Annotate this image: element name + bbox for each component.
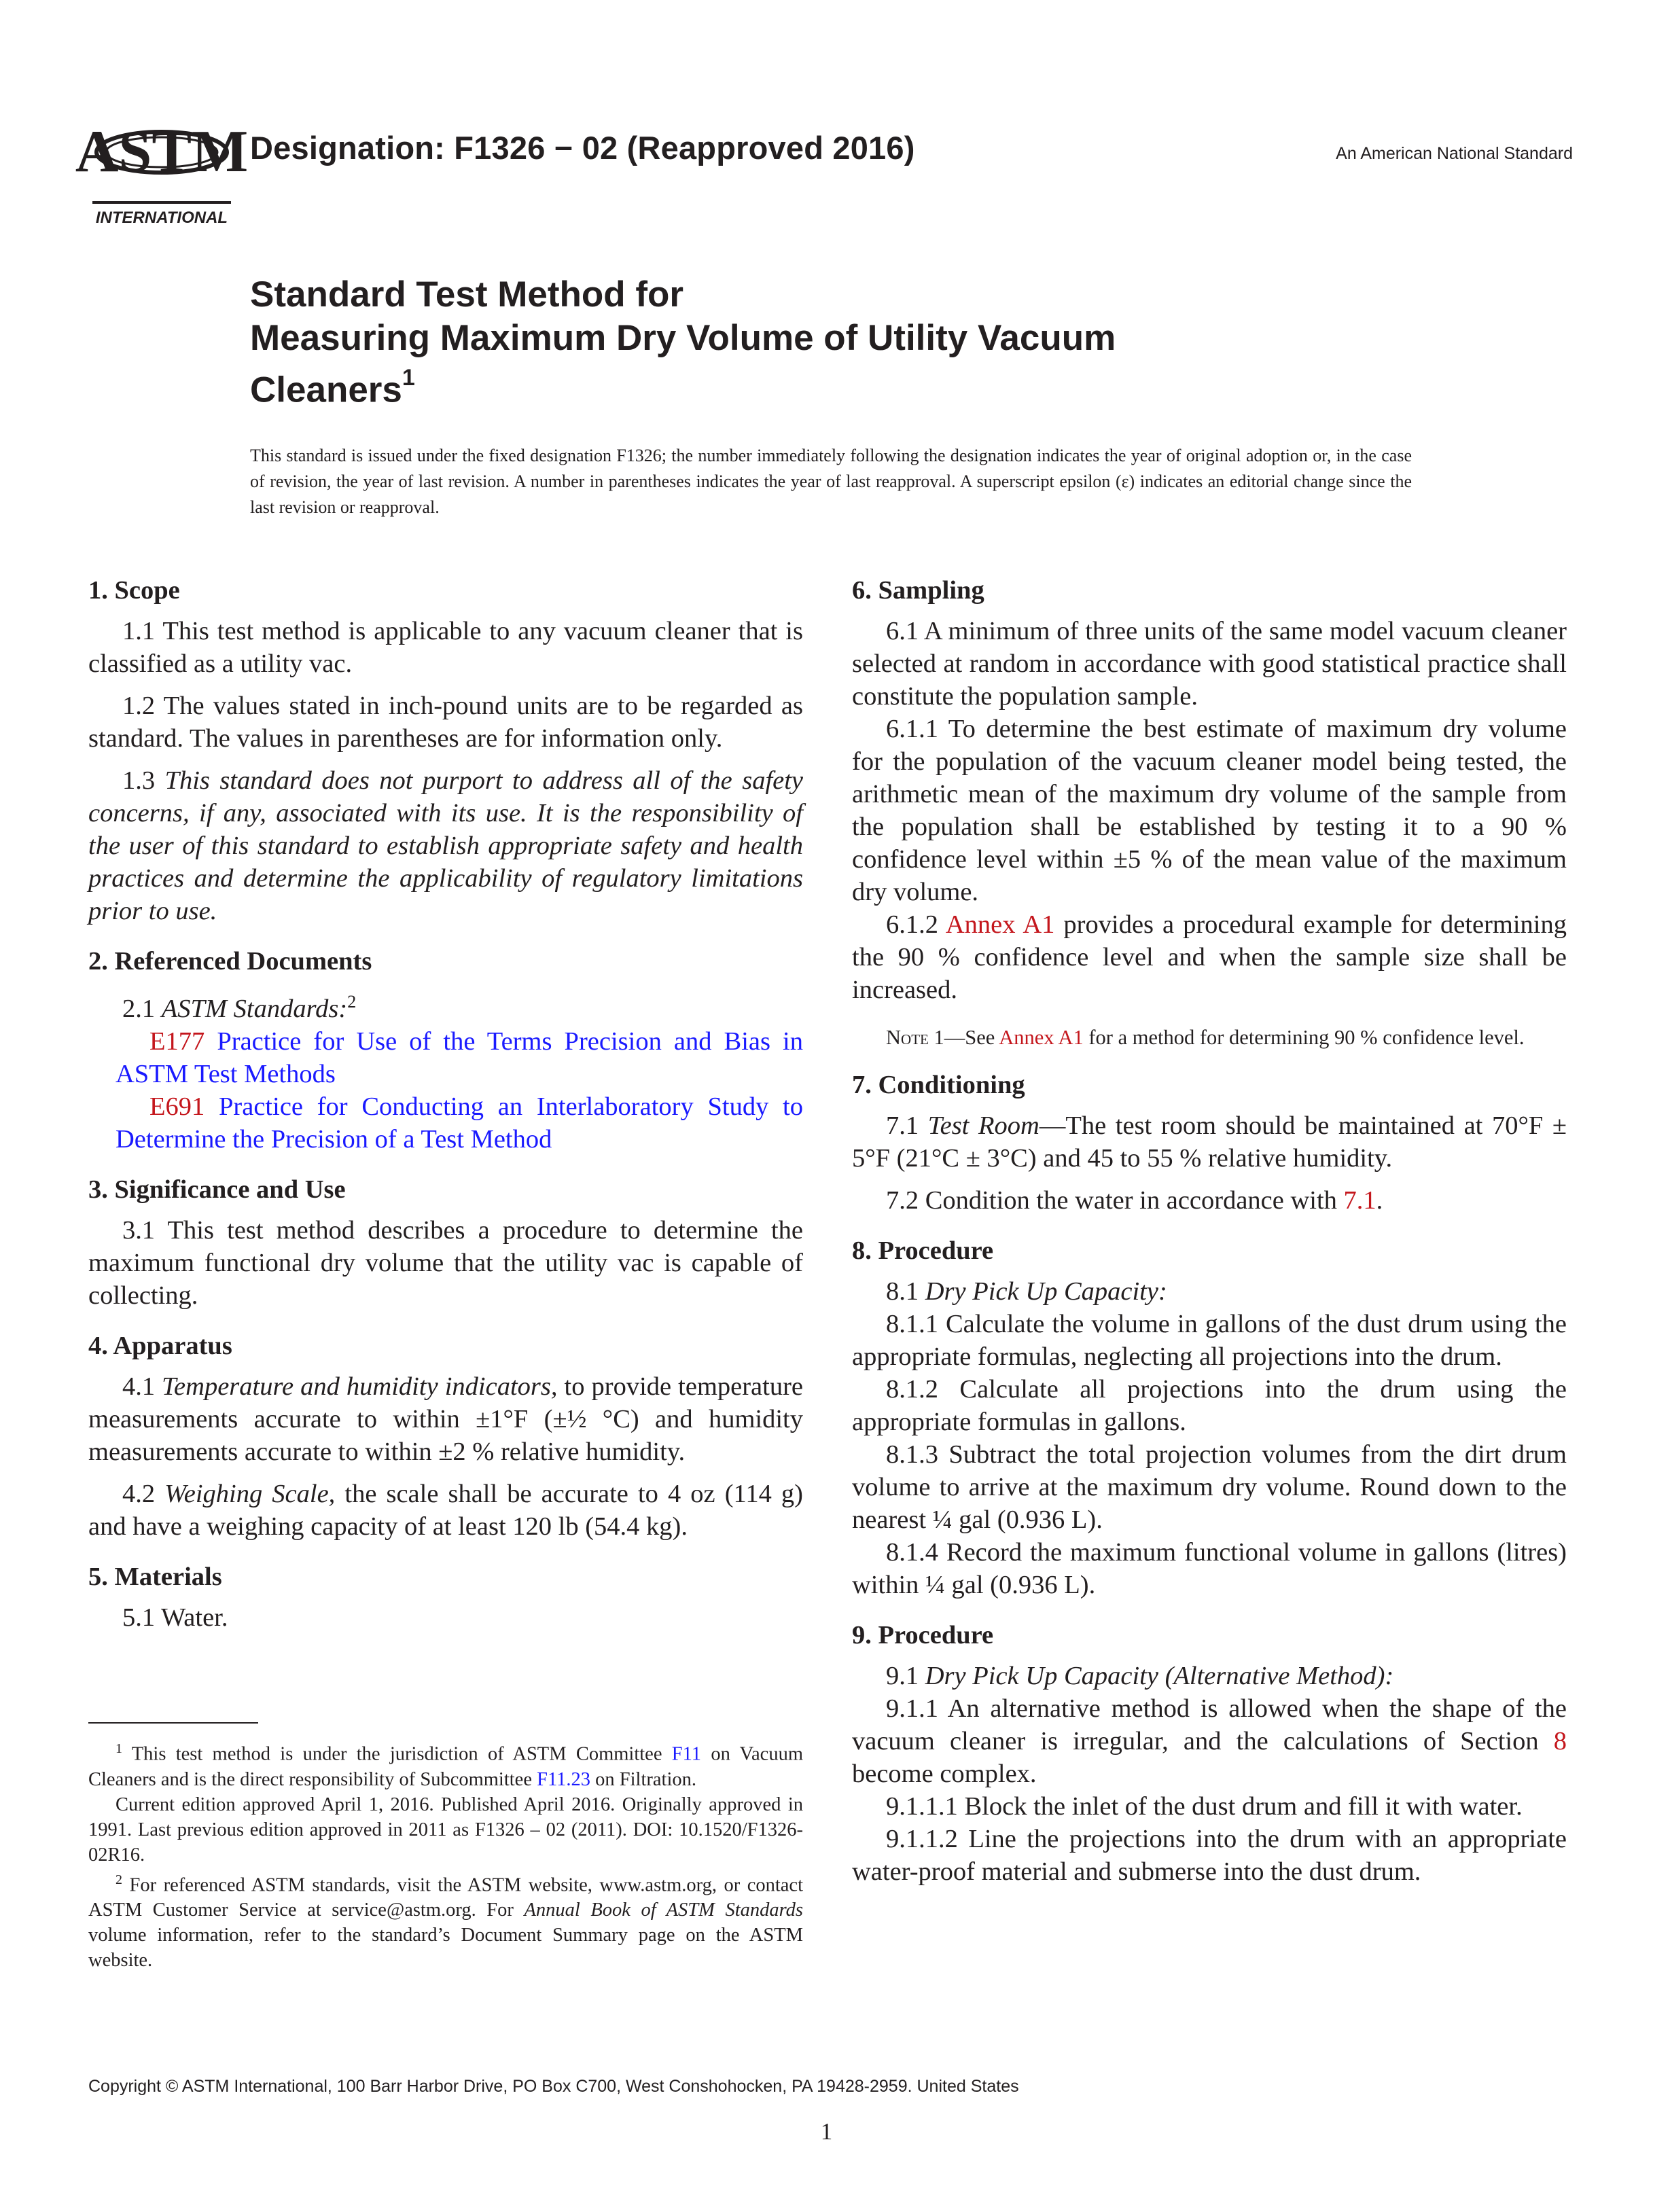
paragraph-1-3 <box>88 764 803 927</box>
paragraph-6-1-1: 6.1.1 To determine the best estimate of maximum dry volume for the population of the vacuum cleaner model being tested, the arithmetic mean of the maximum dry volume of the sample from the population shall be established by testing it to a 90 % confidence level within ±5 % of the mean value of the maximum dry volume. <box>852 715 1567 906</box>
title-line-2: Measuring Maximum Dry Volume of Utility Vacuum <box>250 318 1116 358</box>
note-text: for a method for determining 90 % confidence level. <box>1083 1026 1525 1049</box>
reference-e691 <box>88 1090 803 1156</box>
paragraph-4-1-number: 4.1 <box>122 1372 162 1401</box>
footnote-1-mark: 1 <box>115 1741 122 1756</box>
paragraph-7-1-text: —The test room should be maintained at 70°F ± 5°F (21°C ± 3°C) and 45 to 55 % relative humidity. <box>852 1111 1567 1173</box>
paragraph-4-1-term: Temperature and humidity indicators, <box>162 1372 558 1401</box>
paragraph-7-1-term: Test Room <box>927 1111 1039 1140</box>
paragraph-8-1-3: 8.1.3 Subtract the total projection volumes from the dirt drum volume to arrive at the maximum dry volume. Round down to the nearest ¼ gal (0.936 L). <box>852 1440 1567 1534</box>
footnote-divider <box>88 1722 258 1724</box>
section-1-heading: 1. Scope <box>88 576 180 605</box>
reference-e177-title-link[interactable]: Practice for Use of the Terms Precision and Bias in ASTM Test Methods <box>115 1027 803 1088</box>
section-3-heading: 3. Significance and Use <box>88 1175 346 1204</box>
section-2-heading: 2. Referenced Documents <box>88 947 372 976</box>
logo-international-text: INTERNATIONAL <box>95 209 228 227</box>
paragraph-9-1-1-text: 9.1.1 An alternative method is allowed when the shape of the vacuum cleaner is irregular, and the calculations of Section <box>852 1694 1567 1755</box>
title-line-3 <box>250 360 1116 412</box>
paragraph-6-1-2-text: provides a procedural example for determining the 90 % confidence level and when the sample size shall be increased. <box>852 910 1567 1004</box>
paragraph-8-1-1: 8.1.1 Calculate the volume in gallons of the dust drum using the appropriate formulas, neglecting all projections into the drum. <box>852 1310 1567 1371</box>
national-standard-label: An American National Standard <box>1336 144 1573 163</box>
paragraph-9-1-number: 9.1 <box>886 1662 925 1690</box>
section-9-heading: 9. Procedure <box>852 1621 994 1649</box>
note-label: Note <box>886 1026 929 1049</box>
note-number: 1—See <box>928 1026 999 1049</box>
paragraph-4-1-text: to provide temperature measurements accurate to within ±1°F (±½ °C) and humidity measurements accurate to within ±2 % relative humidity. <box>88 1372 803 1466</box>
paragraph-8-1-2: 8.1.2 Calculate all projections into the drum using the appropriate formulas in gallons. <box>852 1375 1567 1436</box>
paragraph-7-2-end: . <box>1376 1186 1383 1215</box>
paragraph-9-1-1-2: 9.1.1.2 Line the projections into the drum with an appropriate water-proof material and submerse into the dust drum. <box>852 1825 1567 1886</box>
reference-e177-code-link[interactable]: E177 <box>149 1027 205 1056</box>
footnote-1-text-c: on Filtration. <box>590 1768 696 1790</box>
footnote-1 <box>88 1736 803 1792</box>
astm-logo-graphic <box>75 109 249 228</box>
section-8-heading: 8. Procedure <box>852 1236 994 1265</box>
paragraph-1-2: 1.2 The values stated in inch-pound units are to be regarded as standard. The values in parentheses are for information only. <box>88 692 803 753</box>
reference-e691-code-link[interactable]: E691 <box>149 1092 205 1121</box>
paragraph-2-1 <box>88 986 803 1025</box>
footnote-2 <box>88 1868 803 1974</box>
paragraph-4-2-text: the scale shall be accurate to 4 oz (114 g) and have a weighing capacity of at least 120 lb (54.4 kg). <box>88 1479 803 1541</box>
paragraph-7-1-number: 7.1 <box>886 1111 928 1140</box>
paragraph-8-1-term: Dry Pick Up Capacity: <box>925 1277 1167 1306</box>
footnote-mark-2: 2 <box>347 992 357 1012</box>
annex-a1-link[interactable]: Annex A1 <box>945 910 1055 939</box>
title-line-1: Standard Test Method for <box>250 274 683 315</box>
left-column <box>88 574 803 1634</box>
note-1 <box>852 1024 1567 1051</box>
note-annex-a1-link[interactable]: Annex A1 <box>999 1026 1084 1049</box>
title-footnote-mark: 1 <box>402 365 415 391</box>
logo-letters: ASTM <box>75 119 249 185</box>
section-4-heading: 4. Apparatus <box>88 1331 232 1360</box>
paragraph-4-2-number: 4.2 <box>122 1479 165 1508</box>
footnote-2-mark: 2 <box>115 1872 122 1887</box>
paragraph-2-1-number: 2.1 <box>122 994 162 1023</box>
paragraph-4-1 <box>88 1370 803 1468</box>
section-7-heading: 7. Conditioning <box>852 1071 1025 1099</box>
astm-logo <box>75 109 249 228</box>
paragraph-9-1 <box>852 1660 1567 1692</box>
paragraph-7-2 <box>852 1184 1567 1217</box>
paragraph-8-1-number: 8.1 <box>886 1277 925 1306</box>
page-number: 1 <box>820 2118 833 2145</box>
paragraph-8-1 <box>852 1275 1567 1308</box>
title-line-3-text: Cleaners <box>250 370 402 410</box>
footnote-1-text-a: This test method is under the jurisdiction of ASTM Committee <box>122 1743 672 1765</box>
document-title <box>250 273 1116 412</box>
footnote-2-text-b: volume information, refer to the standard’s Document Summary page on the ASTM website. <box>88 1925 803 1971</box>
subcommittee-f11-23-link[interactable]: F11.23 <box>537 1768 591 1790</box>
paragraph-4-2-term: Weighing Scale, <box>164 1479 336 1508</box>
paragraph-6-1-2-number: 6.1.2 <box>886 910 946 939</box>
section-6-heading: 6. Sampling <box>852 576 984 605</box>
section-8-link[interactable]: 8 <box>1553 1727 1567 1755</box>
paragraph-8-1-4: 8.1.4 Record the maximum functional volume in gallons (litres) within ¼ gal (0.936 L). <box>852 1538 1567 1599</box>
paragraph-7-1 <box>852 1109 1567 1175</box>
paragraph-9-1-1 <box>852 1692 1567 1790</box>
paragraph-1-3-text: This standard does not purport to address all of the safety concerns, if any, associated with its use. It is the responsibility of the user of this standard to establish appropriate safety and health practices and determine the applicability of regulatory limitations prior to use. <box>88 766 804 925</box>
section-5-heading: 5. Materials <box>88 1562 222 1591</box>
paragraph-9-1-1-1: 9.1.1.1 Block the inlet of the dust drum and fill it with water. <box>886 1792 1523 1821</box>
paragraph-6-1: 6.1 A minimum of three units of the same model vacuum cleaner selected at random in accordance with good statistical practice shall constitute the population sample. <box>852 617 1567 711</box>
astm-standards-label: ASTM Standards: <box>161 994 348 1023</box>
paragraph-7-2-text: 7.2 Condition the water in accordance with <box>886 1186 1344 1215</box>
paragraph-3-1: 3.1 This test method describes a procedure to determine the maximum functional dry volume that the utility vac is capable of collecting. <box>88 1215 803 1310</box>
right-column <box>852 574 1567 1888</box>
footnote-1-edition: Current edition approved April 1, 2016. Published April 2016. Originally approved in 1991. Last previous edition approved in 2011 as F1326 – 02 (2011). DOI: 10.1520/F1326-02R16. <box>88 1794 803 1866</box>
paragraph-4-2 <box>88 1478 803 1543</box>
committee-f11-link[interactable]: F11 <box>671 1743 702 1765</box>
footnote-1-text-b: on Vacuum Cleaners and is the direct responsibility of Subcommittee <box>88 1743 803 1790</box>
paragraph-1-1: 1.1 This test method is applicable to any vacuum cleaner that is classified as a utility vac. <box>88 617 803 678</box>
paragraph-9-1-term: Dry Pick Up Capacity (Alternative Method): <box>925 1662 1394 1690</box>
footnote-2-text-a: For referenced ASTM standards, visit the ASTM website, www.astm.org, or contact ASTM Customer Service at service@astm.org. For <box>88 1874 803 1921</box>
reference-e177 <box>88 1025 803 1090</box>
paragraph-9-1-1-end: become complex. <box>852 1760 1037 1788</box>
paragraph-6-1-2 <box>852 908 1567 1006</box>
paragraph-5-1: 5.1 Water. <box>122 1603 228 1632</box>
footnote-2-book-title: Annual Book of ASTM Standards <box>524 1899 803 1921</box>
copyright-notice: Copyright © ASTM International, 100 Barr Harbor Drive, PO Box C700, West Conshohocken, PA 19428-2959. United States <box>88 2077 1019 2096</box>
section-7-1-link[interactable]: 7.1 <box>1343 1186 1376 1215</box>
footnotes <box>88 1736 803 1973</box>
reference-e691-title-link[interactable]: Practice for Conducting an Interlaboratory Study to Determine the Precision of a Test Method <box>115 1092 803 1154</box>
paragraph-1-3-number: 1.3 <box>122 766 165 795</box>
issue-statement: This standard is issued under the fixed designation F1326; the number immediately following the designation indicates the year of original adoption or, in the case of revision, the year of last revision. A number in parentheses indicates the year of last reapproval. A superscript epsilon (ε) indicates an editorial change since the last revision or reapproval. <box>250 446 1412 517</box>
designation: Designation: F1326 − 02 (Reapproved 2016) <box>250 130 915 166</box>
